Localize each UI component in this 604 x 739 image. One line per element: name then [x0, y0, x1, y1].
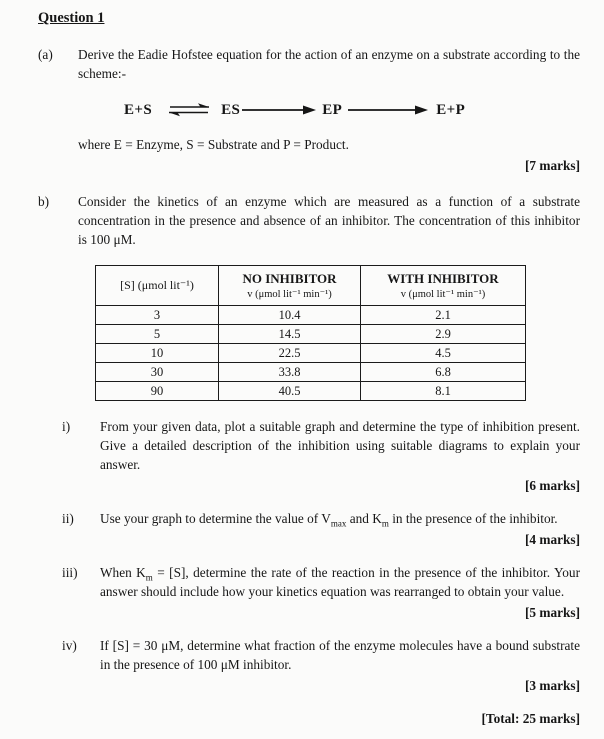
subscript-max: max: [330, 518, 347, 529]
cell-s: 10: [96, 344, 219, 363]
table-row: [96, 325, 526, 344]
species-e-plus-p: E+P: [436, 101, 466, 118]
header-with-inhibitor: WITH INHIBITOR v (μmol lit⁻¹ min⁻¹): [361, 266, 526, 306]
item-i: [62, 417, 580, 495]
item-ii-marks: [4 marks]: [524, 532, 580, 547]
item-ii-label: ii): [62, 511, 74, 526]
kinetics-data-table: [95, 265, 526, 401]
text-run: in the presence of the inhibitor.: [388, 511, 558, 526]
cell-v-no-inhibitor: 14.5: [219, 325, 361, 344]
spacer: [38, 622, 580, 636]
item-ii-text: [100, 509, 580, 528]
item-i-label: i): [62, 419, 71, 434]
item-iv-label: iv): [62, 638, 77, 653]
spacer: [38, 549, 580, 563]
cell-v-no-inhibitor: 40.5: [219, 382, 361, 401]
spacer: [38, 495, 580, 509]
header-substrate-concentration: [S] (μmol lit⁻¹): [96, 266, 219, 306]
subscript-m: m: [145, 572, 153, 583]
item-i-body: [100, 417, 580, 495]
part-a: [38, 45, 580, 175]
subscript-m: m: [381, 518, 389, 529]
reaction-scheme: [124, 98, 580, 122]
table-header-row: [96, 266, 526, 306]
header-no-inhibitor: NO INHIBITOR v (μmol lit⁻¹ min⁻¹): [219, 266, 361, 306]
cell-s: 5: [96, 325, 219, 344]
cell-v-with-inhibitor: 2.1: [361, 306, 526, 325]
species-e-plus-s: E+S: [124, 101, 153, 118]
part-b-label: b): [38, 194, 50, 209]
forward-arrow-icon: [348, 104, 428, 116]
total-marks: [Total: 25 marks]: [481, 711, 580, 726]
question-title: Question 1: [38, 10, 105, 26]
table-row: [96, 382, 526, 401]
item-iii-body: [100, 563, 580, 622]
spacer: [38, 401, 580, 417]
cell-s: 30: [96, 363, 219, 382]
item-iv-body: [100, 636, 580, 695]
part-b-body: [78, 192, 580, 401]
item-iv: [62, 636, 580, 695]
item-iii-text: [100, 563, 580, 601]
table-row: [96, 306, 526, 325]
part-a-text: Derive the Eadie Hofstee equation for the action of an enzyme on a substrate according to the scheme:-: [78, 47, 580, 81]
item-ii-body: [100, 509, 580, 549]
equilibrium-arrows-icon: [166, 102, 212, 118]
cell-v-no-inhibitor: 10.4: [219, 306, 361, 325]
text-run: Use your graph to determine the value of V: [100, 511, 331, 526]
cell-v-no-inhibitor: 33.8: [219, 363, 361, 382]
text-run: When K: [100, 565, 146, 580]
species-es: ES: [221, 101, 241, 118]
item-i-marks: [6 marks]: [524, 478, 580, 493]
item-i-text: From your given data, plot a suitable graph and determine the type of inhibition present. Give a detailed description of the inhibition using suitable diagrams to explain your answer.: [100, 419, 580, 472]
cell-v-with-inhibitor: 4.5: [361, 344, 526, 363]
cell-s: 90: [96, 382, 219, 401]
item-iv-text: If [S] = 30 μM, determine what fraction of the enzyme molecules have a bound substrate in the presence of 100 μM inhibitor.: [100, 638, 580, 672]
cell-v-with-inhibitor: 2.9: [361, 325, 526, 344]
cell-v-no-inhibitor: 22.5: [219, 344, 361, 363]
species-ep: EP: [322, 101, 343, 118]
item-iii-marks: [5 marks]: [524, 605, 580, 620]
part-a-where-line: where E = Enzyme, S = Substrate and P = Product.: [78, 137, 349, 152]
cell-v-with-inhibitor: 8.1: [361, 382, 526, 401]
item-iii: [62, 563, 580, 622]
item-iii-label: iii): [62, 565, 78, 580]
cell-s: 3: [96, 306, 219, 325]
cell-v-with-inhibitor: 6.8: [361, 363, 526, 382]
part-b: [38, 192, 580, 401]
table-row: [96, 344, 526, 363]
part-a-label: (a): [38, 47, 53, 62]
text-run: = [S], determine the rate of the reaction in the presence of the inhibitor. Your answer should include how your kinetics equation was rearranged to obtain your value.: [100, 565, 580, 599]
item-iv-marks: [3 marks]: [524, 678, 580, 693]
part-b-text: Consider the kinetics of an enzyme which are measured as a function of a substrate concentration in the presence and absence of an inhibitor. The concentration of this inhibitor is 100 μM.: [78, 194, 580, 247]
forward-arrow-icon: [242, 104, 316, 116]
part-a-body: [78, 45, 580, 175]
table-row: [96, 363, 526, 382]
item-ii: [62, 509, 580, 549]
part-a-marks: [7 marks]: [524, 158, 580, 173]
text-run: and K: [346, 511, 382, 526]
spacer: [38, 175, 580, 192]
